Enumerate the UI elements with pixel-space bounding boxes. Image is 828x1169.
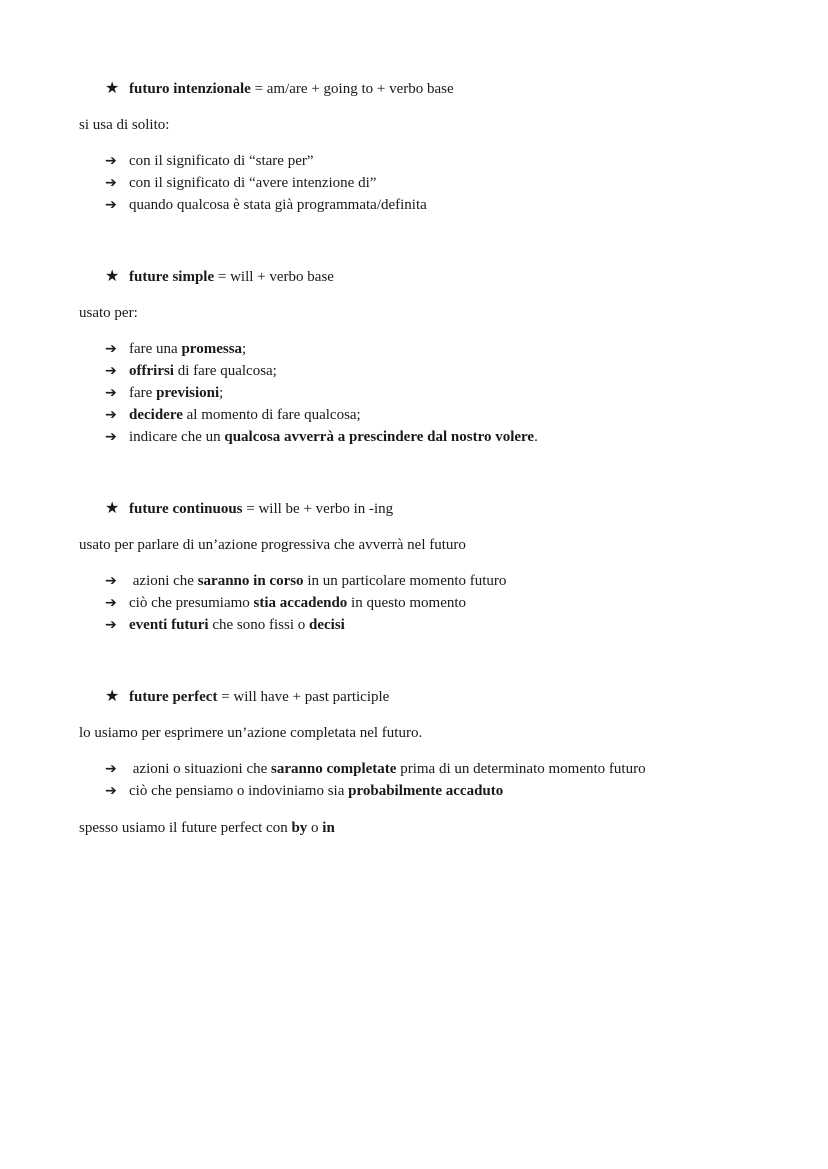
list-item	[105, 339, 246, 359]
list-item-emphasis: saranno completate	[271, 761, 397, 777]
section-intro: lo usiamo per esprimere un’azione completata nel futuro.	[79, 725, 423, 741]
heading-term: futuro intenzionale	[129, 81, 251, 97]
closing-emphasis: in	[322, 820, 335, 836]
list-item-text: che sono fissi o	[208, 617, 309, 633]
heading-formula: = will be + verbo in -ing	[242, 501, 394, 517]
list-item-text: fare	[129, 385, 157, 401]
list-item-text: .	[534, 429, 538, 445]
list-item-text: ciò che pensiamo o indoviniamo sia	[129, 783, 349, 799]
arrow-right-icon: ➔	[105, 573, 117, 589]
star-icon: ★	[105, 80, 120, 97]
section-heading	[105, 499, 393, 519]
arrow-right-icon: ➔	[105, 783, 117, 799]
arrow-right-icon: ➔	[105, 175, 117, 191]
section-heading	[105, 687, 389, 707]
list-item-text: al momento di fare qualcosa;	[182, 407, 361, 423]
list-item-text: prima di un determinato momento futuro	[396, 761, 646, 777]
list-item-emphasis: promessa	[181, 341, 243, 357]
section-intro: usato per parlare di un’azione progressiva che avverrà nel futuro	[79, 537, 466, 553]
list-item	[105, 427, 538, 447]
heading-term: future continuous	[129, 501, 243, 517]
star-icon: ★	[105, 688, 120, 705]
list-item-text: fare una	[129, 341, 182, 357]
list-item	[105, 781, 503, 801]
list-item-text: quando qualcosa è stata già programmata/definita	[129, 197, 427, 213]
arrow-right-icon: ➔	[105, 407, 117, 423]
arrow-right-icon: ➔	[105, 595, 117, 611]
list-item-text: azioni che	[129, 573, 198, 589]
star-icon: ★	[105, 268, 120, 285]
list-item-emphasis: stia accadendo	[253, 595, 348, 611]
closing-note	[79, 818, 335, 838]
arrow-right-icon: ➔	[105, 197, 117, 213]
list-item-text: ciò che presumiamo	[129, 595, 254, 611]
arrow-right-icon: ➔	[105, 617, 117, 633]
section-heading	[105, 267, 334, 287]
section-intro: si usa di solito:	[79, 117, 170, 133]
list-item	[105, 173, 376, 193]
list-item-emphasis: eventi futuri	[129, 617, 209, 633]
arrow-right-icon: ➔	[105, 429, 117, 445]
list-item	[105, 593, 466, 613]
closing-emphasis: by	[291, 820, 308, 836]
list-item-text: azioni o situazioni che	[129, 761, 272, 777]
list-item	[105, 361, 277, 381]
list-item-text: con il significato di “stare per”	[129, 153, 314, 169]
star-icon: ★	[105, 500, 120, 517]
arrow-right-icon: ➔	[105, 153, 117, 169]
list-item-text: ;	[219, 385, 224, 401]
list-item-text: ;	[242, 341, 247, 357]
list-item-emphasis: offrirsi	[129, 363, 174, 379]
closing-text: spesso usiamo il future perfect con	[79, 820, 292, 836]
list-item-text: di fare qualcosa;	[173, 363, 277, 379]
closing-text: o	[307, 820, 323, 836]
list-item-emphasis: saranno in corso	[197, 573, 304, 589]
list-item-emphasis: qualcosa avverrà a prescindere dal nostro volere	[224, 429, 535, 445]
list-item-emphasis: previsioni	[156, 385, 220, 401]
list-item-text: in questo momento	[347, 595, 467, 611]
list-item	[105, 405, 361, 425]
list-item	[105, 195, 427, 215]
arrow-right-icon: ➔	[105, 385, 117, 401]
section-intro: usato per:	[79, 305, 138, 321]
list-item	[105, 615, 345, 635]
heading-formula: = am/are + going to + verbo base	[250, 81, 454, 97]
arrow-right-icon: ➔	[105, 761, 117, 777]
list-item-emphasis: probabilmente accaduto	[348, 783, 504, 799]
list-item	[105, 151, 314, 171]
section-heading	[105, 79, 454, 99]
list-item-emphasis: decidere	[129, 407, 183, 423]
list-item-text: indicare che un	[129, 429, 225, 445]
heading-formula: = will + verbo base	[214, 269, 334, 285]
list-item-emphasis: decisi	[309, 617, 345, 633]
heading-formula: = will have + past participle	[217, 689, 390, 705]
list-item-text: con il significato di “avere intenzione di”	[129, 175, 377, 191]
list-item	[105, 383, 223, 403]
arrow-right-icon: ➔	[105, 341, 117, 357]
heading-term: future perfect	[129, 689, 218, 705]
list-item-text: in un particolare momento futuro	[303, 573, 507, 589]
list-item	[105, 759, 646, 779]
arrow-right-icon: ➔	[105, 363, 117, 379]
heading-term: future simple	[129, 269, 215, 285]
list-item	[105, 571, 506, 591]
